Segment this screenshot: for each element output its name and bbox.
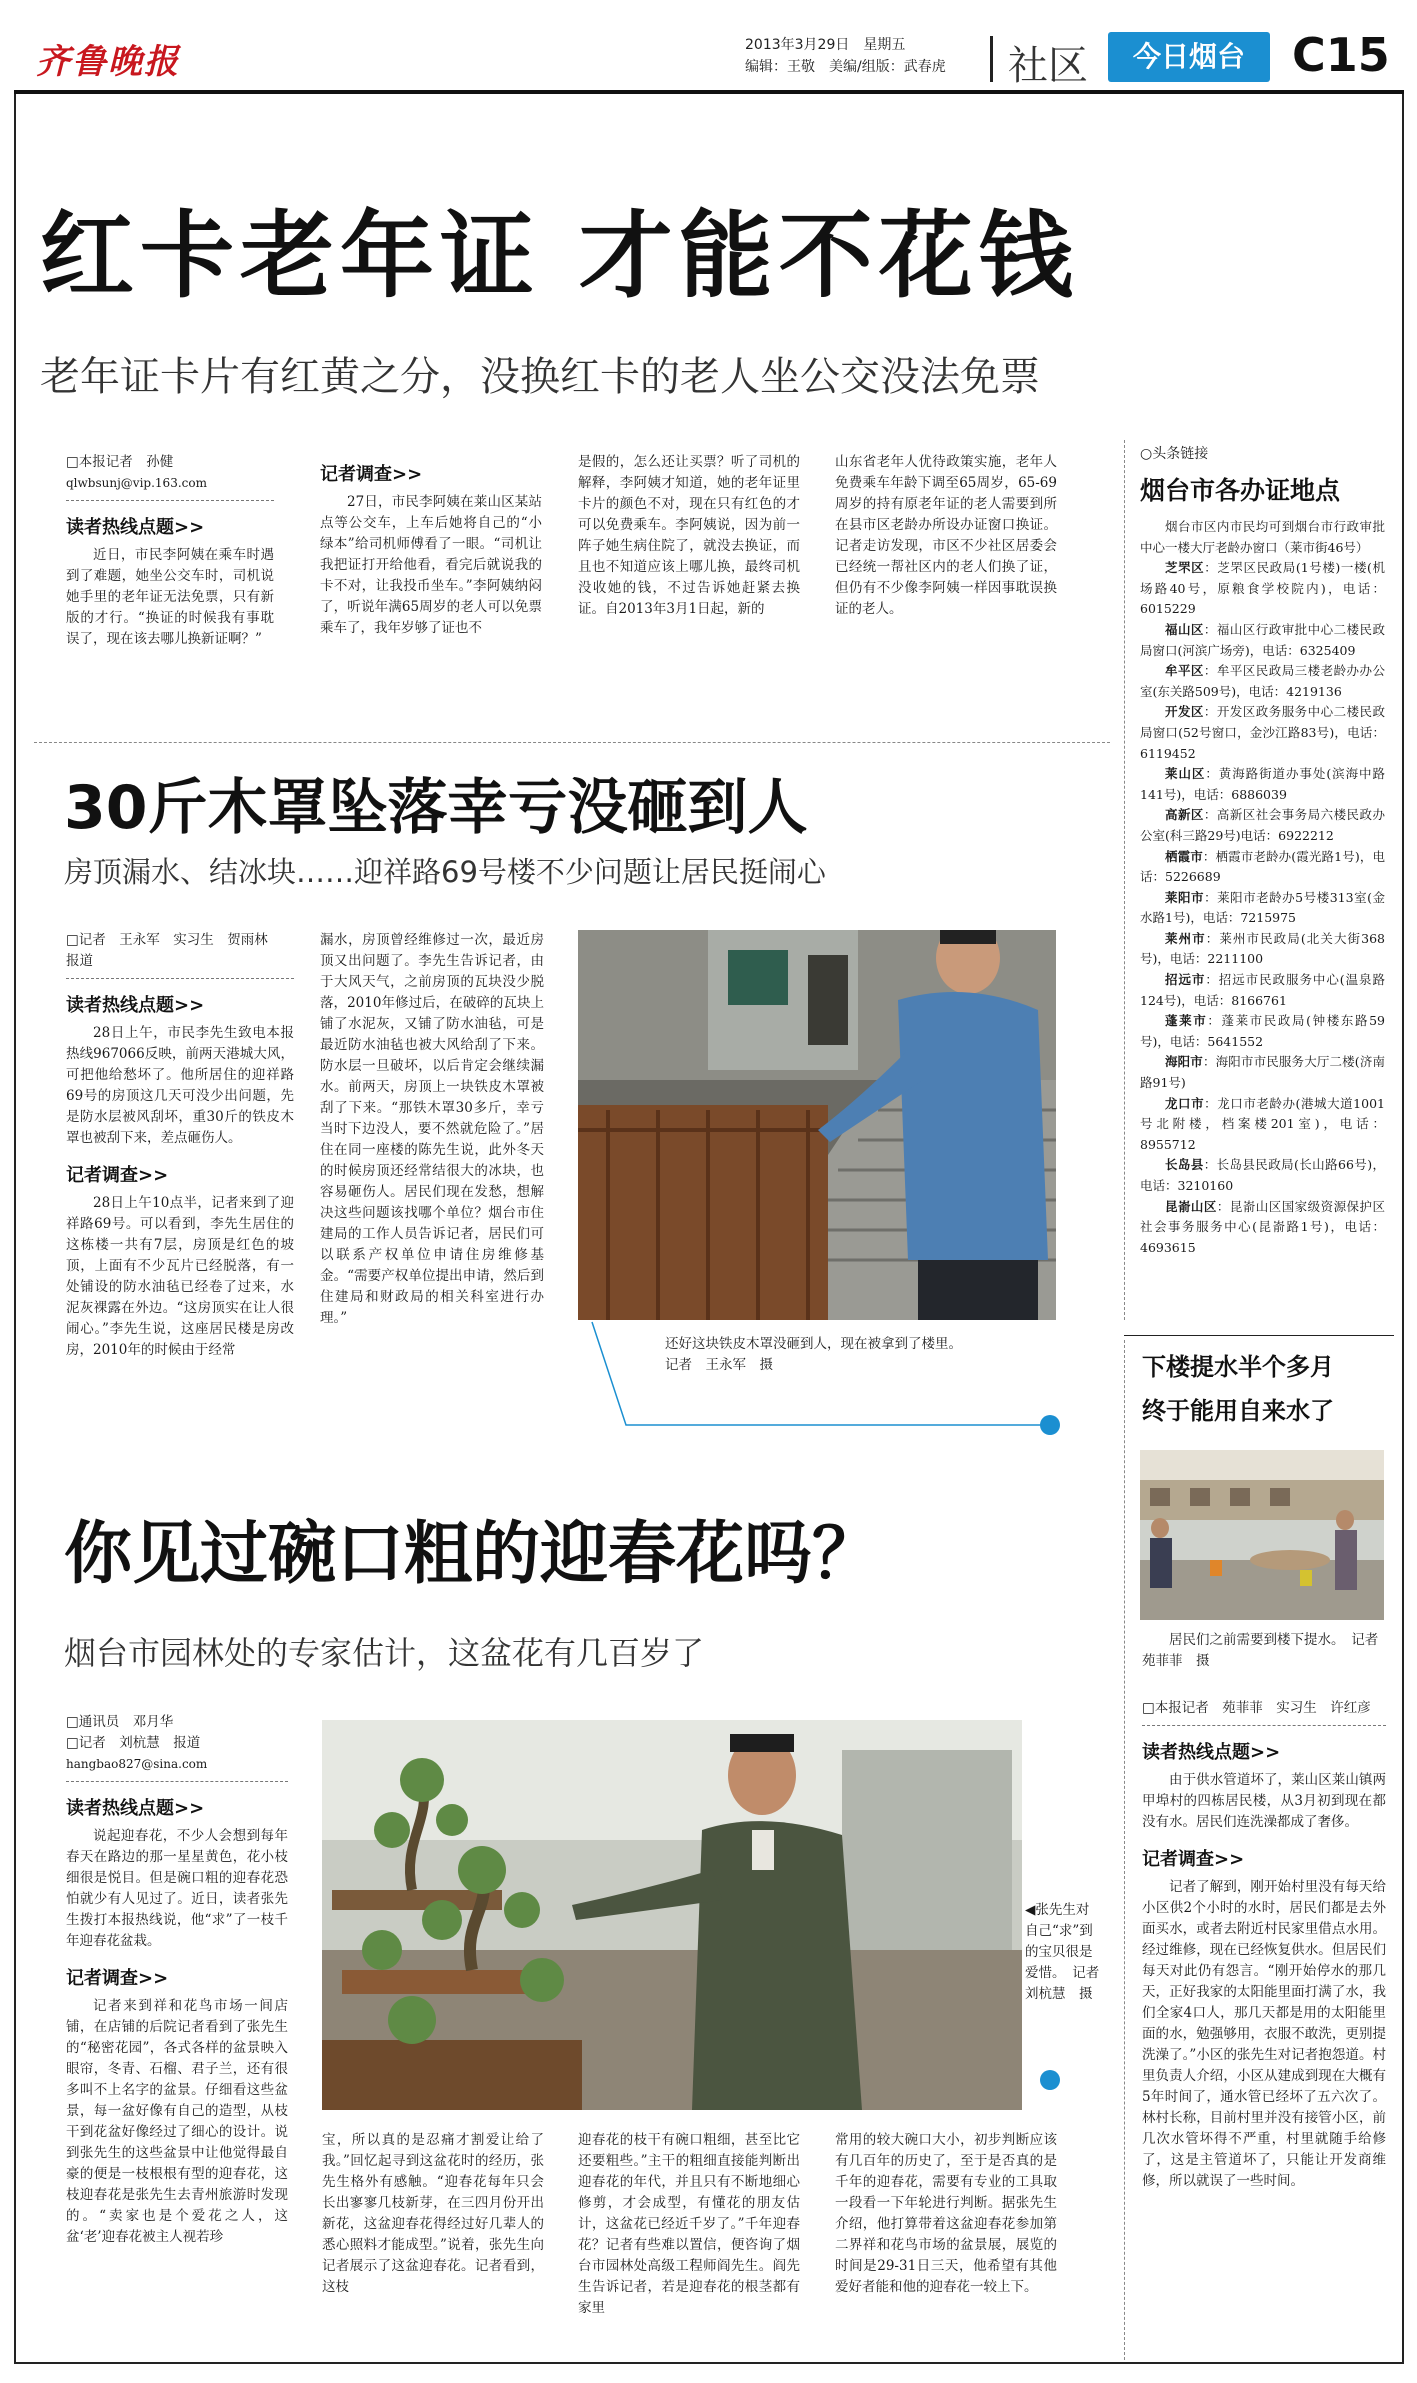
office-detail: ：栖霞市老龄办(霞光路1号)，电话：5226689 [1140, 848, 1385, 885]
bonsai-photo-art [322, 1720, 1022, 2110]
office-detail: ：长岛县民政局(长山路66号)，电话：3210160 [1140, 1157, 1385, 1193]
article4-title [1142, 1345, 1334, 1433]
caption-dot-icon [1040, 1415, 1060, 1435]
office-detail: ：高新区社会事务局六楼民政办公室(科三路29号)电话：6922212 [1140, 807, 1385, 843]
office-detail: ：龙口市老龄办(港城大道1001号北附楼，档案楼201室)，电话：8955712 [1140, 1095, 1385, 1152]
office-entry [1140, 620, 1385, 661]
section-badge: 今日烟台 [1108, 32, 1270, 82]
office-area: 牟平区 [1165, 663, 1204, 679]
office-entry [1140, 1155, 1385, 1196]
article1-col3 [578, 452, 800, 620]
office-detail: ：蓬莱市民政局(钟楼东路59号)，电话：5641552 [1140, 1013, 1385, 1049]
editor-line: 编辑：王敬 美编/组版：武春虎 [745, 59, 946, 75]
office-detail: ：黄海路街道办事处(滨海中路141号)，电话：6886039 [1140, 766, 1385, 802]
reader-hotline-heading: 读者热线点题>> [1142, 1742, 1281, 1763]
office-area: 栖霞市 [1165, 848, 1203, 864]
article3-title: 你见过碗口粗的迎春花吗？ [64, 1515, 881, 1594]
article1-col2-text: 27日，市民李阿姨在莱山区某站点等公交车，上车后她将自己的“小绿本”给司机师傅看了一眼。“司机让我把证打开给他看，看完后就说我的卡不对，让我投币坐车。”李阿姨纳闷了，听说年满65周岁的老人可以免票乘车了，我年岁够了证也不 [320, 494, 542, 636]
article2-col2-text: 漏水，房顶曾经维修过一次，最近房顶又出问题了。李先生告诉记者，由于大风天气，之前房顶的瓦块没少脱落，2010年修过后，在破碎的瓦块上铺了水泥灰，又铺了防水油毡，可是最近防水油毡也被大风给刮了下来。防水层一旦破坏，以后肯定会继续漏水。前两天，房顶上一块铁皮木罩被刮了下来。“那铁木罩30多斤，幸亏当时下边没人，要不然就危险了。”居住在同一座楼的陈先生说，此外冬天的时候房顶还经常结很大的冰块，也容易砸伤人。居民们现在发愁，想解决这些问题该找哪个单位？烟台市住建局的工作人员告诉记者，居民们可以联系产权单位申请住房维修基金。“需要产权单位提出申请，然后到住建局和财政局的相关科室进行办理。” [320, 932, 544, 1326]
byline-rule [66, 500, 274, 501]
office-entry [1140, 764, 1385, 805]
water-photo [1140, 1450, 1384, 1620]
article4-caption-text: 居民们之前需要到楼下提水。 记者 苑菲菲 摄 [1142, 1632, 1392, 1669]
article3-byline2: □记者 刘杭慧 报道 [66, 1735, 201, 1751]
sidebar-divider-lower [1124, 1340, 1127, 2360]
office-entry [1140, 661, 1385, 702]
office-entry [1140, 847, 1385, 888]
article2-survey-text: 28日上午10点半，记者来到了迎祥路69号。可以看到，李先生居住的这栋楼一共有7层，房顶是红色的坡顶，上面有不少瓦片已经脱落，有一处铺设的防水油毡已经卷了过来，水泥灰裸露在外边。“这房顶实在让人很闹心。”李先生说，这座居民楼是房改房，2010年的时候由于经常 [66, 1195, 294, 1358]
article3-email: hangbao827@sina.com [66, 1757, 208, 1771]
caption-leader-line [590, 1320, 1060, 1430]
office-area: 福山区 [1165, 621, 1204, 637]
office-detail: ：招远市民政服务中心(温泉路124号)，电话：8166761 [1140, 972, 1385, 1008]
office-entry [1140, 888, 1385, 929]
sidebar-tag: ○头条链接 [1140, 446, 1209, 462]
article1-col4 [835, 452, 1057, 620]
article2-byline: □记者 王永军 实习生 贺雨林 报道 [66, 932, 282, 969]
article1-byline: □本报记者 孙健 [66, 454, 174, 470]
article2-reader-text: 28日上午，市民李先生致电本报热线967066反映，前两天港城大风，可把他给愁坏了。他所居住的迎祥路69号的房顶这几天可没少出问题，先是防水层被风刮坏，重30斤的铁皮木罩也被刮下来，差点砸伤人。 [66, 1025, 294, 1146]
article1-reader-text: 近日，市民李阿姨在乘车时遇到了难题，她坐公交车时，司机说她手里的老年证无法免票，只有新版的才行。“换证的时候我有事耽误了，现在该去哪儿换新证啊？” [66, 547, 274, 647]
byline-rule [66, 978, 294, 979]
office-area: 高新区 [1165, 807, 1204, 823]
office-entry [1140, 558, 1385, 620]
office-area: 莱阳市 [1165, 889, 1205, 905]
office-entry [1140, 805, 1385, 846]
office-detail: ：牟平区民政局三楼老龄办办公室(东关路509号)，电话：4219136 [1140, 663, 1385, 699]
office-area: 开发区 [1165, 704, 1204, 720]
office-detail: ：海阳市市民服务大厅二楼(济南路91号) [1140, 1054, 1385, 1091]
article2-col1 [66, 930, 294, 1361]
article3-col3 [578, 2130, 800, 2319]
office-entry [1140, 929, 1385, 970]
article3-col2-text: 宝，所以真的是忍痛才割爱让给了我。”回忆起寻到这盆花时的经历，张先生格外有感触。“迎春花每年只会长出寥寥几枝新芽，在三四月份开出新花，这盆迎春花得经过好几辈人的悉心照料才能成型。”说着，张先生向记者展示了这盆迎春花。记者看到，这枝 [322, 2132, 544, 2295]
office-area: 海阳市 [1165, 1054, 1203, 1070]
office-area: 蓬莱市 [1165, 1013, 1208, 1029]
office-area: 芝罘区 [1165, 560, 1205, 576]
staircase-photo [578, 930, 1056, 1320]
office-detail: ：开发区政务服务中心二楼民政局窗口(52号窗口，金沙江路83号)，电话：6119452 [1140, 704, 1385, 761]
article2-title: 30斤木罩坠落幸亏没砸到人 [64, 773, 808, 843]
office-detail: ：莱阳市老龄办5号楼313室(金水路1号)，电话：7215975 [1140, 889, 1385, 926]
reporter-survey-heading: 记者调查>> [66, 1165, 169, 1186]
article3-col1 [66, 1712, 288, 2248]
article2-subtitle: 房顶漏水、结冰块……迎祥路69号楼不少问题让居民挺闹心 [64, 855, 826, 889]
article4-caption [1142, 1630, 1392, 1672]
reporter-survey-heading: 记者调查>> [66, 1968, 169, 1989]
office-area: 莱山区 [1165, 766, 1206, 782]
header-divider [990, 36, 993, 82]
article4-title-line2: 终于能用自来水了 [1142, 1397, 1334, 1425]
header-meta [745, 34, 946, 78]
article3-subtitle: 烟台市园林处的专家估计，这盆花有几百岁了 [64, 1634, 705, 1672]
article1-col3-text: 是假的，怎么还让买票？听了司机的解释，李阿姨才知道，她的老年证里卡片的颜色不对，现在只有红色的才可以免费乘车。李阿姨说，因为前一阵子她生病住院了，就没去换证，而且也不知道应该上哪儿换，最终司机没收她的钱，不过告诉她赶紧去换证。自2013年3月1日起，新的 [578, 454, 800, 617]
section-name: 社区 [1008, 43, 1088, 89]
article3-side-caption: ◀张先生对自己“求”到的宝贝很是爱惜。 记者 刘杭慧 摄 [1025, 1902, 1113, 2002]
office-entry [1140, 1094, 1385, 1156]
article2-col2 [320, 930, 544, 1329]
sidebar-title: 烟台市各办证地点 [1140, 476, 1341, 505]
office-area: 招远市 [1165, 972, 1206, 988]
article3-survey-text: 记者来到祥和花鸟市场一间店铺，在店铺的后院记者看到了张先生的“秘密花园”，各式各样的盆景映入眼帘，冬青、石榴、君子兰，还有很多叫不上名字的盆景。仔细看这些盆景，每一盆好像有自己的造型，从枝干到花盆好像经过了细心的设计。说到张先生的这些盆景中让他觉得最自豪的便是一枝根根有型的迎春花，这枝迎春花是张先生去青州旅游时发现的。“卖家也是个爱花之人，这盆‘老’迎春花被主人视若珍 [66, 1998, 288, 2245]
article4-body [1142, 1698, 1386, 2192]
sidebar-office-list [1140, 443, 1385, 1258]
reader-hotline-heading: 读者热线点题>> [66, 1798, 205, 1819]
office-entry [1140, 1011, 1385, 1052]
water-photo-art [1140, 1450, 1384, 1620]
office-area: 昆嵛山区 [1165, 1198, 1217, 1214]
article4-byline: □本报记者 苑菲菲 实习生 许红彦 [1142, 1700, 1371, 1716]
office-entry [1140, 1197, 1385, 1259]
article3-col4-text: 常用的较大碗口大小，初步判断应该有几百年的历史了，至于是否真的是千年的迎春花，需要有专业的工具取一段看一下年轮进行判断。据张先生介绍，他打算带着这盆迎春花参加第二界祥和花鸟市场的盆景展，展览的时间是29-31日三天，他希望有其他爱好者能和他的迎春花一较上下。 [835, 2132, 1057, 2295]
section-rule-2 [1124, 1335, 1394, 1336]
article3-col4 [835, 2130, 1057, 2298]
reader-hotline-heading: 读者热线点题>> [66, 995, 205, 1016]
byline-rule [1142, 1725, 1386, 1726]
article1-subtitle: 老年证卡片有红黄之分，没换红卡的老人坐公交没法免票 [40, 354, 1040, 400]
article3-col2 [322, 2130, 544, 2298]
article4-survey-text: 记者了解到，刚开始村里没有每天给小区供2个小时的水时，居民们都是去外面买水，或者去附近村民家里借点水用。经过维修，现在已经恢复供水。但居民们每天对此仍有怨言。“刚开始停水的那几天，正好我家的太阳能里面打满了水，我们全家4口人，那几天都是用的太阳能里面的水，勉强够用，衣服不敢洗，更别提洗澡了。”小区的张先生对记者抱怨道。村里负责人介绍，小区从建成到现在大概有5年时间了，通水管已经坏了五六次了。林村长称，目前村里并没有接管小区，前几次水管坏得不严重，村里就随手给修了，这是主管道坏了，只能让开发商维修，所以就误了一些时间。 [1142, 1879, 1386, 2189]
office-entry [1140, 1052, 1385, 1093]
article1-title: 红卡老年证 才能不花钱 [40, 202, 1079, 311]
office-detail: ：昆嵛山区国家级资源保护区社会事务服务中心(昆嵛路1号)，电话：4693615 [1140, 1198, 1385, 1255]
article3-col3-text: 迎春花的枝干有碗口粗细，甚至比它还要粗些。”主干的粗细直接能判断出迎春花的年代，并且只有不断地细心修剪，才会成型，有懂花的朋友估计，这盆花已经近千岁了。”千年迎春花？记者有些难以置信，便咨询了烟台市园林处高级工程师阎先生。阎先生告诉记者，若是迎春花的根茎都有家里 [578, 2132, 800, 2316]
reporter-survey-heading: 记者调查>> [1142, 1849, 1245, 1870]
bonsai-photo [322, 1720, 1022, 2110]
article1-email: qlwbsunj@vip.163.com [66, 476, 207, 490]
office-entry [1140, 970, 1385, 1011]
sidebar-divider [1124, 440, 1127, 1320]
section-rule-1 [34, 742, 1110, 744]
reader-hotline-heading: 读者热线点题>> [66, 517, 205, 538]
reporter-survey-heading: 记者调查>> [320, 464, 423, 485]
caption-dot-icon [1040, 2070, 1060, 2090]
office-entry [1140, 702, 1385, 764]
byline-rule [66, 1781, 288, 1782]
article1-col2 [320, 460, 542, 639]
staircase-photo-art [578, 930, 1056, 1320]
article2-photo-credit: 记者 王永军 摄 [665, 1357, 773, 1373]
article3-byline1: □通讯员 邓月华 [66, 1714, 174, 1730]
article1-col1 [66, 452, 274, 650]
office-area: 莱州市 [1165, 930, 1206, 946]
office-area: 龙口市 [1165, 1095, 1205, 1111]
office-detail: ：福山区行政审批中心二楼民政局窗口(河滨广场旁)，电话：6325409 [1140, 621, 1385, 658]
article2-caption: 还好这块铁皮木罩没砸到人，现在被拿到了楼里。 [665, 1336, 962, 1352]
page-number: C15 [1292, 28, 1390, 82]
article4-reader-text: 由于供水管道坏了，莱山区莱山镇两甲埠村的四栋居民楼，从3月初到现在都没有水。居民们连洗澡都成了奢侈。 [1142, 1772, 1386, 1830]
article3-reader-text: 说起迎春花，不少人会想到每年春天在路边的那一星星黄色，花小枝细很是悦目。但是碗口粗的迎春花恐怕就少有人见过了。近日，读者张先生拨打本报热线说，他“求”了一枝千年迎春花盆栽。 [66, 1828, 288, 1949]
date-line: 2013年3月29日 星期五 [745, 37, 906, 53]
office-detail: ：芝罘区民政局(1号楼)一楼(机场路40号，原粮食学校院内)，电话：6015229 [1140, 560, 1385, 617]
office-area: 长岛县 [1165, 1157, 1204, 1173]
masthead-logo: 齐鲁晚报 [36, 42, 180, 82]
sidebar-entries [1140, 517, 1385, 1258]
article1-col4-text: 山东省老年人优待政策实施，老年人免费乘车年龄下调至65周岁，65-69周岁的持有原老年证的老人需要到所在县市区老龄办所设办证窗口换证。记者走访发现，市区不少社区居委会已经统一帮社区内的老人们换了证，但仍有不少像李阿姨一样因事耽误换证的老人。 [835, 454, 1057, 617]
office-detail: ：莱州市民政局(北关大街368号)，电话：2211100 [1140, 930, 1385, 967]
sidebar-intro: 烟台市区内市民均可到烟台市行政审批中心一楼大厅老龄办窗口（莱市街46号） [1140, 519, 1385, 555]
article4-title-line1: 下楼提水半个多月 [1142, 1353, 1334, 1381]
